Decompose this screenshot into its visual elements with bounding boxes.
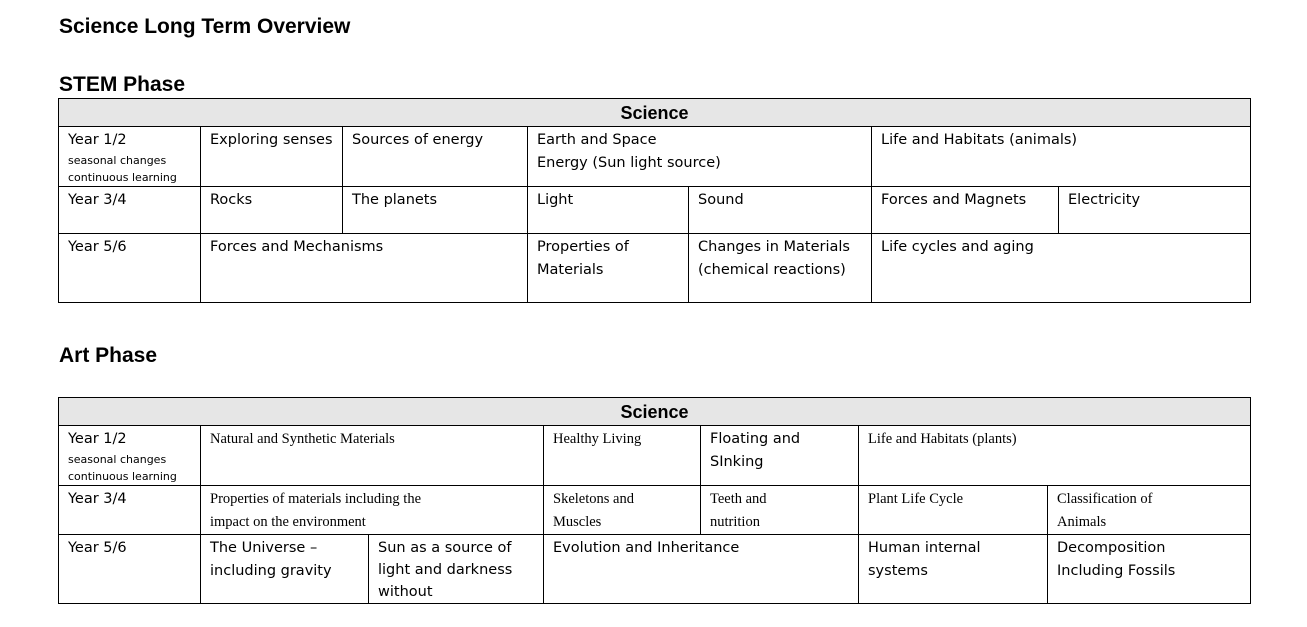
table-row — [59, 187, 1251, 234]
topic-cell: Life and Habitats (animals) — [872, 127, 1251, 187]
year-cell — [59, 127, 201, 187]
art-phase-heading: Art Phase — [59, 344, 158, 367]
topic-cell: Electricity — [1059, 187, 1251, 234]
year-label: Year 1/2 — [68, 431, 127, 447]
document-title: Science Long Term Overview — [59, 15, 351, 38]
stem-phase-table — [58, 98, 1251, 303]
topic-cell: Human internal systems — [859, 535, 1048, 604]
topic-cell: Life cycles and aging — [872, 234, 1251, 303]
topic-cell: Skeletons and Muscles — [544, 486, 701, 535]
topic-cell: Earth and Space Energy (Sun light source) — [528, 127, 872, 187]
topic-cell: Properties of materials including the impact on the environment — [201, 486, 544, 535]
table-row — [59, 234, 1251, 303]
year-cell — [59, 234, 201, 303]
topic-cell: Sources of energy — [343, 127, 528, 187]
topic-cell: Sun as a source of light and darkness without — [369, 535, 544, 604]
topic-cell: Evolution and Inheritance — [544, 535, 859, 604]
topic-cell: Floating and SInking — [701, 426, 859, 486]
year-note: seasonal changes — [68, 154, 167, 167]
topic-cell: Healthy Living — [544, 426, 701, 486]
year-note: continuous learning — [68, 171, 177, 184]
stem-science-header: Science — [59, 99, 1251, 127]
year-cell — [59, 486, 201, 535]
topic-cell: Forces and Magnets — [872, 187, 1059, 234]
year-label: Year 1/2 — [68, 132, 127, 148]
year-label: Year 3/4 — [68, 491, 127, 507]
topic-cell: Light — [528, 187, 689, 234]
table-row — [59, 127, 1251, 187]
topic-cell: Exploring senses — [201, 127, 343, 187]
art-science-header: Science — [59, 398, 1251, 426]
topic-cell: Properties of Materials — [528, 234, 689, 303]
topic-cell: Plant Life Cycle — [859, 486, 1048, 535]
table-row — [59, 426, 1251, 486]
year-cell — [59, 535, 201, 604]
year-cell — [59, 426, 201, 486]
table-row — [59, 535, 1251, 604]
year-note: continuous learning — [68, 470, 177, 483]
topic-cell: Life and Habitats (plants) — [859, 426, 1251, 486]
year-label: Year 3/4 — [68, 192, 127, 208]
art-phase-table — [58, 397, 1251, 604]
topic-cell: Forces and Mechanisms — [201, 234, 528, 303]
year-cell — [59, 187, 201, 234]
topic-cell: Classification of Animals — [1048, 486, 1251, 535]
topic-cell: Teeth and nutrition — [701, 486, 859, 535]
stem-phase-heading: STEM Phase — [59, 73, 186, 96]
year-note: seasonal changes — [68, 453, 167, 466]
topic-cell: Changes in Materials (chemical reactions) — [689, 234, 872, 303]
topic-cell: The Universe – including gravity — [201, 535, 369, 604]
year-label: Year 5/6 — [68, 540, 127, 556]
topic-cell: Sound — [689, 187, 872, 234]
topic-cell: The planets — [343, 187, 528, 234]
topic-cell: Rocks — [201, 187, 343, 234]
topic-cell: Decomposition Including Fossils — [1048, 535, 1251, 604]
topic-cell: Natural and Synthetic Materials — [201, 426, 544, 486]
year-label: Year 5/6 — [68, 239, 127, 255]
table-row — [59, 486, 1251, 535]
